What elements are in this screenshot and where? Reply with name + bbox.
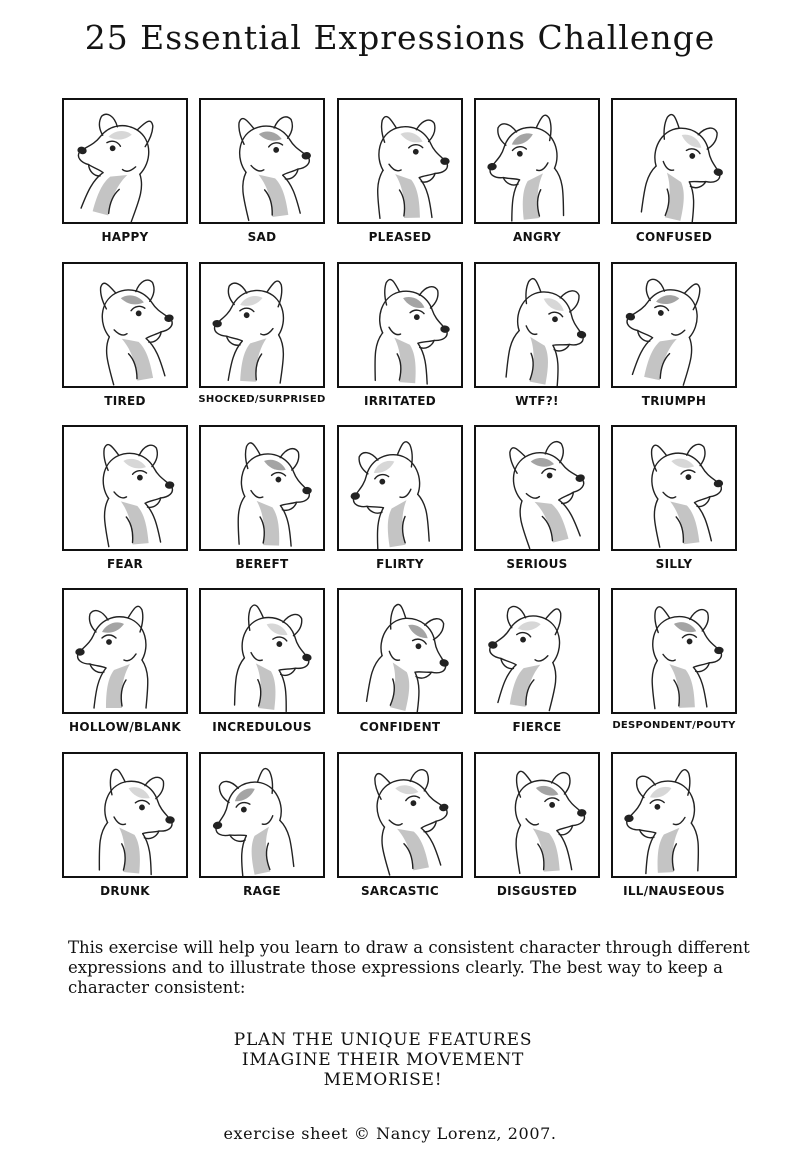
expression-label: WTF?!	[515, 394, 559, 408]
intro-paragraph: This exercise will help you learn to draw a consistent character through different expressions and to illustrate those expressions clearly. The best way to keep a character consistent:	[68, 938, 750, 997]
expression-label: SAD	[247, 230, 277, 244]
expression-label: RAGE	[243, 884, 281, 898]
dog-sketch-illustration	[613, 264, 735, 386]
dog-sketch-illustration	[476, 264, 598, 386]
step-3: MEMORISE!	[323, 1070, 443, 1090]
expression-panel	[474, 425, 600, 551]
expression-panel	[199, 752, 325, 878]
dog-sketch-illustration	[476, 100, 598, 222]
expression-label: INCREDULOUS	[212, 720, 312, 734]
expression-label: TRIUMPH	[641, 394, 707, 408]
dog-sketch-illustration	[339, 590, 461, 712]
expression-label: IRRITATED	[363, 394, 437, 408]
dog-sketch-illustration	[64, 427, 186, 549]
expression-panel	[199, 425, 325, 551]
expression-label: SARCASTIC	[360, 884, 440, 898]
steps-list	[0, 1030, 766, 1090]
dog-sketch-illustration	[339, 754, 461, 876]
expression-label: DRUNK	[100, 884, 150, 898]
dog-sketch-illustration	[613, 100, 735, 222]
dog-sketch-illustration	[613, 427, 735, 549]
expression-label: SERIOUS	[506, 557, 568, 571]
expression-panel	[62, 588, 188, 714]
expression-panel	[611, 588, 737, 714]
expression-label: HAPPY	[101, 230, 149, 244]
expression-panel	[62, 98, 188, 224]
expression-panel	[474, 98, 600, 224]
expression-panel	[611, 262, 737, 388]
expression-label: ANGRY	[513, 230, 561, 244]
dog-sketch-illustration	[201, 100, 323, 222]
expression-panel	[474, 588, 600, 714]
dog-sketch-illustration	[476, 754, 598, 876]
expression-panel	[199, 262, 325, 388]
dog-sketch-illustration	[613, 754, 735, 876]
expression-panel	[474, 262, 600, 388]
expression-panel	[62, 425, 188, 551]
dog-sketch-illustration	[64, 264, 186, 386]
expression-panel	[337, 98, 463, 224]
expression-panel	[199, 588, 325, 714]
expression-panel	[199, 98, 325, 224]
expression-label: TIRED	[104, 394, 146, 408]
expression-label: FLIRTY	[376, 557, 424, 571]
expression-label: DESPONDENT/POUTY	[612, 720, 736, 731]
dog-sketch-illustration	[64, 590, 186, 712]
dog-sketch-illustration	[201, 264, 323, 386]
page-title: 25 Essential Expressions Challenge	[84, 18, 716, 57]
expression-label: CONFIDENT	[359, 720, 441, 734]
dog-sketch-illustration	[201, 590, 323, 712]
expression-label: BEREFT	[235, 557, 289, 571]
expression-label: PLEASED	[368, 230, 432, 244]
dog-sketch-illustration	[64, 754, 186, 876]
dog-sketch-illustration	[64, 100, 186, 222]
dog-sketch-illustration	[476, 590, 598, 712]
expression-label: SILLY	[655, 557, 693, 571]
step-1: PLAN THE UNIQUE FEATURES	[233, 1030, 533, 1050]
dog-sketch-illustration	[201, 427, 323, 549]
dog-sketch-illustration	[476, 427, 598, 549]
step-2: IMAGINE THEIR MOVEMENT	[241, 1050, 525, 1070]
expression-panel	[611, 98, 737, 224]
dog-sketch-illustration	[339, 264, 461, 386]
expression-panel	[337, 588, 463, 714]
expression-label: DISGUSTED	[496, 884, 578, 898]
expression-label: FIERCE	[512, 720, 562, 734]
expression-panel	[337, 752, 463, 878]
expression-label: FEAR	[106, 557, 144, 571]
expression-panel	[62, 262, 188, 388]
expression-label: HOLLOW/BLANK	[69, 720, 181, 734]
expression-label: CONFUSED	[635, 230, 713, 244]
dog-sketch-illustration	[339, 100, 461, 222]
expression-panel	[611, 425, 737, 551]
expression-label: SHOCKED/SURPRISED	[198, 394, 326, 405]
expression-label: ILL/NAUSEOUS	[623, 884, 725, 898]
dog-sketch-illustration	[339, 427, 461, 549]
expression-panel	[62, 752, 188, 878]
dog-sketch-illustration	[201, 754, 323, 876]
copyright-credit: exercise sheet © Nancy Lorenz, 2007.	[223, 1124, 557, 1143]
dog-sketch-illustration	[613, 590, 735, 712]
expression-panel	[337, 262, 463, 388]
expression-panel	[611, 752, 737, 878]
expression-panel	[474, 752, 600, 878]
expression-panel	[337, 425, 463, 551]
